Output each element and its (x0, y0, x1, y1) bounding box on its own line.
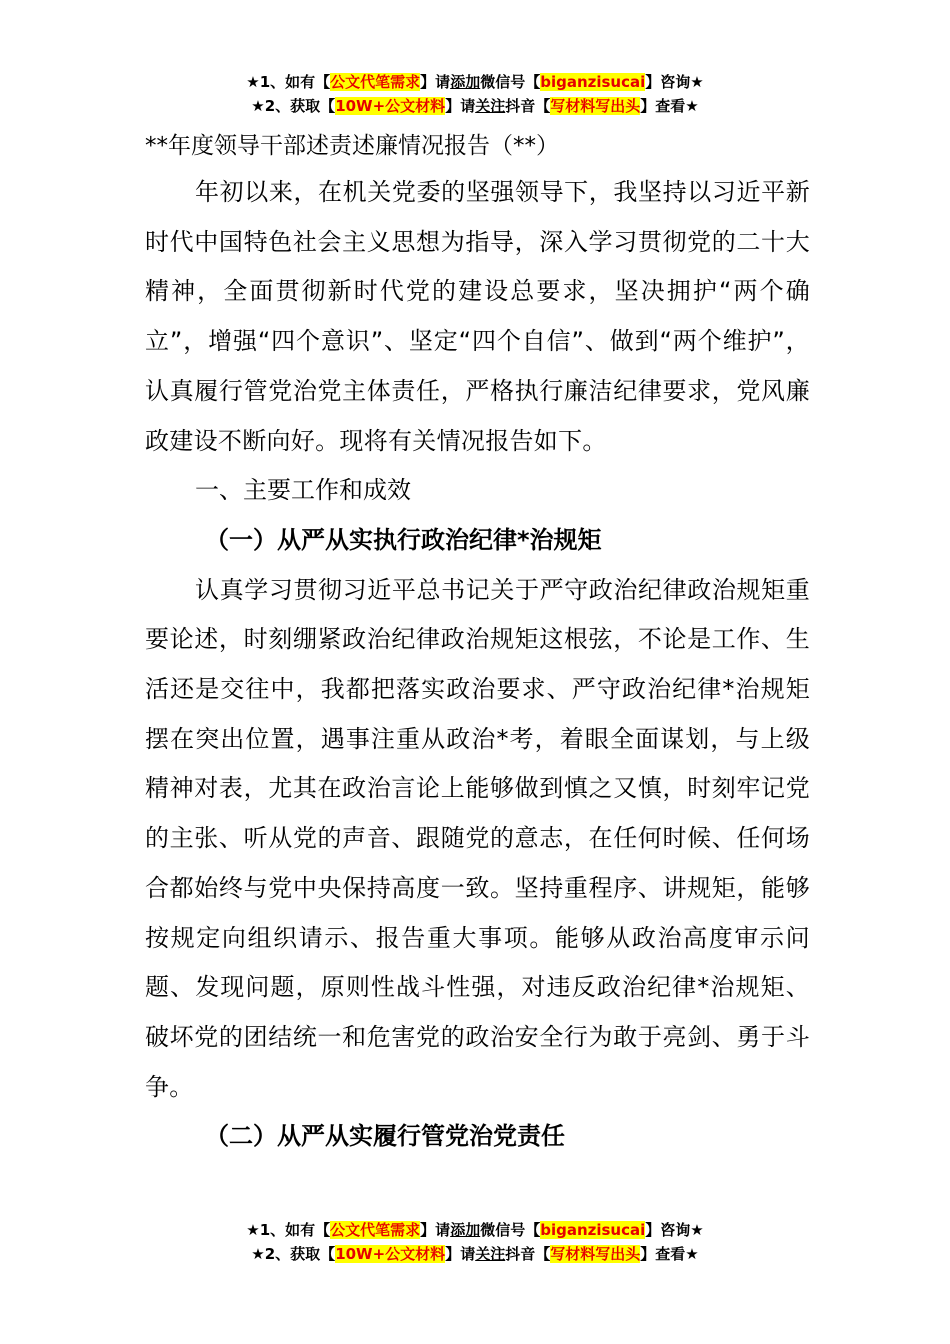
body-paragraph-1: 认真学习贯彻习近平总书记关于严守政治纪律政治规矩重要论述，时刻绷紧政治纪律政治规矩这根弦，不论是工作、生活还是交往中，我都把落实政治要求、严守政治纪律*治规矩摆在突出位置，遇事注重从政治*考，着眼全面谋划，与上级精神对表，尤其在政治言论上能够做到慎之又慎，时刻牢记党的主张、听从党的声音、跟随党的意志，在任何时候、任何场合都始终与党中央保持高度一致。坚持重程序、讲规矩，能够按规定向组织请示、报告重大事项。能够从政治高度审示问题、发现问题，原则性战斗性强，对违反政治纪律*治规矩、破坏党的团结统一和危害党的政治安全行为敢于亮剑、勇于斗争。 (145, 575, 810, 1101)
promo-highlight: biganzisucai (540, 1221, 646, 1239)
promo-banner-top (0, 70, 950, 118)
document-title: **年度领导干部述责述廉情况报告（**） (145, 133, 559, 159)
promo-text: 微信号【 (480, 73, 541, 91)
promo-underline: 添加 (450, 73, 481, 91)
promo-highlight: 公文代笔需求 (330, 73, 421, 91)
promo-line-1 (0, 1218, 950, 1242)
promo-highlight: 公文代笔需求 (330, 1221, 421, 1239)
promo-text: ★2、获取【 (251, 1245, 336, 1263)
promo-text: 】请 (445, 97, 476, 115)
promo-text: ★2、获取【 (251, 97, 336, 115)
promo-text: 】查看★ (640, 97, 699, 115)
promo-text: 】咨询★ (645, 1221, 704, 1239)
subsection-heading-2: （二）从严从实履行管党治党责任 (205, 1122, 565, 1151)
promo-banner-bottom (0, 1218, 950, 1266)
promo-highlight: 写材料写出头 (550, 1245, 641, 1263)
promo-underline: 添加 (450, 1221, 481, 1239)
promo-text: 】查看★ (640, 1245, 699, 1263)
promo-highlight: biganzisucai (540, 73, 646, 91)
document-body (145, 124, 810, 1162)
promo-text: 】咨询★ (645, 73, 704, 91)
promo-text: 】请 (445, 1245, 476, 1263)
subsection-heading-1: （一）从严从实执行政治纪律*治规矩 (205, 525, 602, 554)
promo-line-2 (0, 1242, 950, 1266)
promo-underline: 关注 (475, 1245, 506, 1263)
promo-line-2 (0, 94, 950, 118)
promo-highlight: 10W+公文材料 (335, 97, 446, 115)
promo-text: ★1、如有【 (246, 1221, 331, 1239)
promo-text: 】请 (420, 73, 451, 91)
promo-text: 微信号【 (480, 1221, 541, 1239)
promo-underline: 关注 (475, 97, 506, 115)
promo-text: ★1、如有【 (246, 73, 331, 91)
promo-line-1 (0, 70, 950, 94)
intro-paragraph: 年初以来，在机关党委的坚强领导下，我坚持以习近平新时代中国特色社会主义思想为指导，深入学习贯彻党的二十大精神，全面贯彻新时代党的建设总要求，坚决拥护“两个确立”，增强“四个意识”、坚定“四个自信”、做到“两个维护”，认真履行管党治党主体责任，严格执行廉洁纪律要求，党风廉政建设不断向好。现将有关情况报告如下。 (145, 178, 810, 455)
promo-highlight: 10W+公文材料 (335, 1245, 446, 1263)
promo-text: 】请 (420, 1221, 451, 1239)
promo-text: 抖音【 (505, 97, 551, 115)
promo-text: 抖音【 (505, 1245, 551, 1263)
section-heading-1: 一、主要工作和成效 (195, 476, 411, 505)
promo-highlight: 写材料写出头 (550, 97, 641, 115)
